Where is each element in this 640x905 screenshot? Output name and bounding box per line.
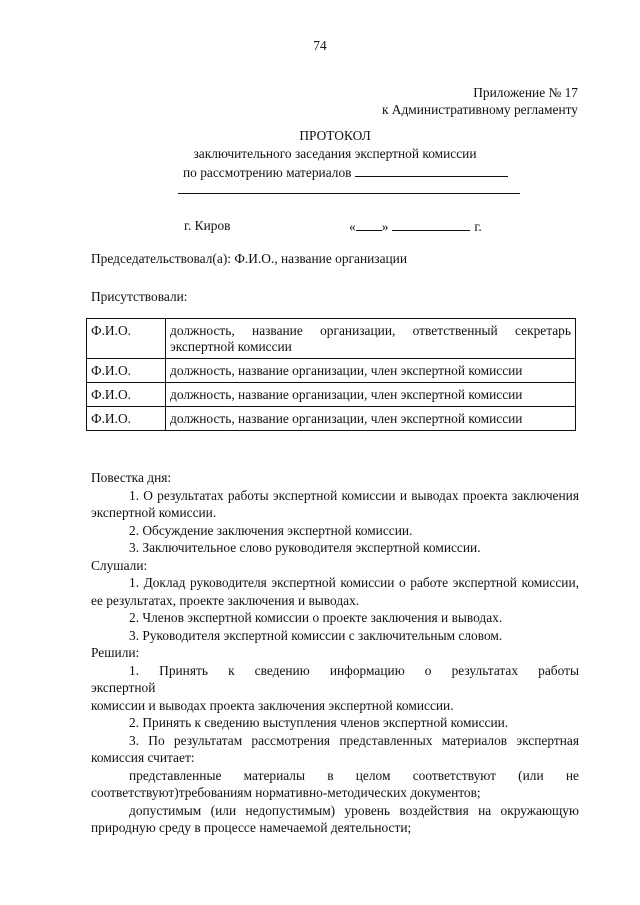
member-role: должность, название организации, ответственный секретарь экспертной комиссии <box>166 319 576 359</box>
member-role: должность, название организации, член экспертной комиссии <box>166 359 576 383</box>
member-name: Ф.И.О. <box>87 319 166 359</box>
subject-blank <box>355 164 508 177</box>
appendix-header <box>382 84 578 118</box>
heard-item: 1. Доклад руководителя экспертной комиссии о работе экспертной комиссии, ее результатах, проекте заключения и выводах. <box>91 575 579 608</box>
date-open-quote: « <box>349 219 356 234</box>
heard-heading: Слушали: <box>91 557 148 573</box>
decision-item: 3. По результатам рассмотрения представленных материалов экспертная комиссия считает: <box>91 732 579 765</box>
document-subtitle: заключительного заседания экспертной комиссии <box>193 146 477 161</box>
date-close-quote: » <box>381 219 389 234</box>
appendix-reference: к Административному регламенту <box>381 102 578 117</box>
heard-item: 2. Членов экспертной комиссии о проекте заключения и выводах. <box>129 610 503 625</box>
decided-heading: Решили: <box>91 645 140 660</box>
subject-line <box>183 164 508 181</box>
agenda-item: 2. Обсуждение заключения экспертной комиссии. <box>129 522 413 538</box>
agenda-item: 3. Заключительное слово руководителя экспертной комиссии. <box>129 540 481 555</box>
year-suffix: г. <box>474 219 482 234</box>
month-blank <box>392 218 470 231</box>
member-role: должность, название организации, член экспертной комиссии <box>166 407 576 431</box>
decision-item-continuation: комиссии и выводах проекта заключения экспертной комиссии. <box>91 697 454 713</box>
table-row <box>87 407 576 431</box>
decision-point: допустимым (или недопустимым) уровень воздействия на окружающую природную среду в процессе намечаемой деятельности; <box>91 802 579 835</box>
table-row <box>87 319 576 359</box>
member-name: Ф.И.О. <box>87 359 166 383</box>
decision-item-continuation: экспертной <box>91 680 156 695</box>
chaired-by: Председательствовал(а): Ф.И.О., название организации <box>91 251 408 266</box>
member-name: Ф.И.О. <box>87 383 166 407</box>
member-role: должность, название организации, член экспертной комиссии <box>166 383 576 407</box>
decision-item: 1. Принять к сведению информацию о результатах работы <box>129 662 579 678</box>
subject-label: по рассмотрению материалов <box>183 165 352 180</box>
agenda-heading: Повестка дня: <box>91 470 172 485</box>
appendix-number: Приложение № 17 <box>473 85 578 100</box>
city: г. Киров <box>184 218 231 233</box>
document-title: ПРОТОКОЛ <box>299 128 371 143</box>
table-row <box>87 359 576 383</box>
protocol-body <box>91 469 579 837</box>
date-line <box>349 218 482 235</box>
decision-item: 2. Принять к сведению выступления членов экспертной комиссии. <box>129 715 509 730</box>
page-number: 74 <box>313 38 327 53</box>
member-name: Ф.И.О. <box>87 407 166 431</box>
members-table <box>86 318 576 431</box>
table-row <box>87 383 576 407</box>
agenda-item: 1. О результатах работы экспертной комиссии и выводах проекта заключения экспертной комиссии. <box>91 487 579 520</box>
day-blank <box>356 218 382 231</box>
decision-point: представленные материалы в целом соответствуют (или не соответствуют)требованиям нормативно-методических документов; <box>91 767 579 800</box>
present-label: Присутствовали: <box>91 289 188 304</box>
subject-blank-line <box>178 193 520 194</box>
heard-item: 3. Руководителя экспертной комиссии с заключительным словом. <box>129 627 503 643</box>
